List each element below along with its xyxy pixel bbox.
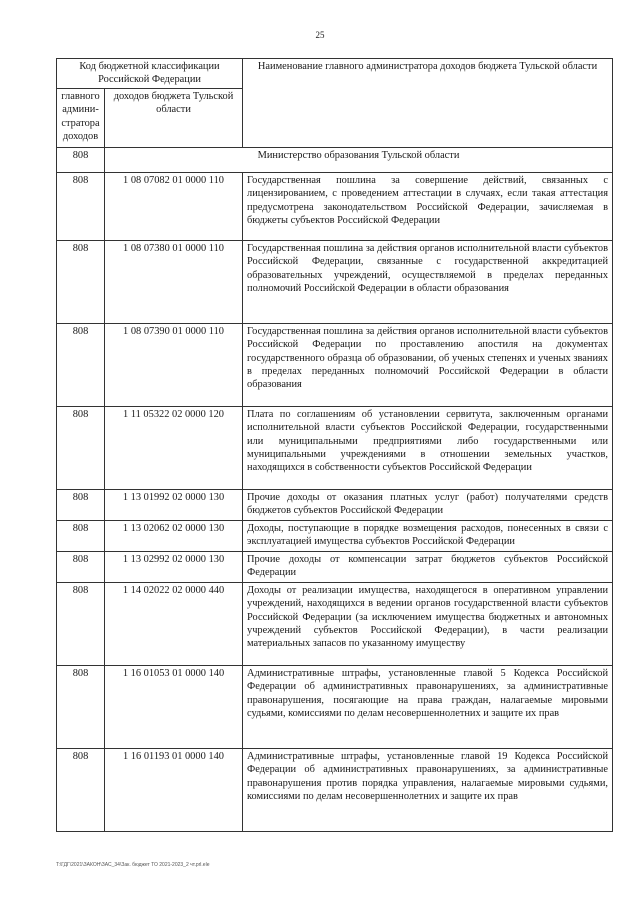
table-row (57, 323, 613, 406)
budget-code-cell: 1 08 07380 01 0000 110 (105, 240, 243, 323)
description-cell: Административные штрафы, установленные главой 5 Кодекса Российской Федерации об административных правонарушениях, за административные правонарушения, посягающие на права граждан, налагаемые мировыми судьями, комиссиями по делам несовершеннолетних и защите их прав (243, 665, 613, 748)
admin-code-cell: 808 (57, 551, 105, 582)
ministry-name: Министерство образования Тульской области (105, 147, 613, 172)
admin-column-header: главного админи-стратора доходов (57, 88, 105, 147)
admin-code-cell: 808 (57, 489, 105, 520)
name-column-header: Наименование главного администратора доходов бюджета Тульской области (243, 59, 613, 148)
table-row (57, 172, 613, 240)
admin-code-cell: 808 (57, 665, 105, 748)
admin-code-cell: 808 (57, 582, 105, 665)
table-row (57, 240, 613, 323)
description-cell: Административные штрафы, установленные главой 19 Кодекса Российской Федерации об административных правонарушениях, за административные правонарушения против порядка управления, налагаемые мировыми судьями, комиссиями по делам несовершеннолетних и защите их прав (243, 748, 613, 831)
budget-code-cell: 1 13 01992 02 0000 130 (105, 489, 243, 520)
table-row (57, 551, 613, 582)
table-row (57, 489, 613, 520)
admin-code-cell: 808 (57, 748, 105, 831)
ministry-admin-code: 808 (57, 147, 105, 172)
admin-code-cell: 808 (57, 323, 105, 406)
description-cell: Плата по соглашениям об установлении сервитута, заключенным органами исполнительной власти субъектов Российской Федерации, государственными или муниципальными предприятиями либо государственными или муниципальными учреждениями в отношении земельных участков, находящихся в собственности субъектов Российской Федерации (243, 406, 613, 489)
description-cell: Государственная пошлина за действия органов исполнительной власти субъектов Российской Федерации, связанные с государственной аккредитацией образовательных учреждений, осуществляемой в пределах переданных полномочий Российской Федерации в области образования (243, 240, 613, 323)
description-cell: Государственная пошлина за действия органов исполнительной власти субъектов Российской Федерации по проставлению апостиля на документах государственного образца об образовании, об ученых степенях и ученых званиях в пределах переданных полномочий Российской Федерации в области образования (243, 323, 613, 406)
revenue-administrators-table (56, 58, 613, 832)
description-cell: Доходы, поступающие в порядке возмещения расходов, понесенных в связи с эксплуатацией имущества субъектов Российской Федерации (243, 520, 613, 551)
budget-code-cell: 1 11 05322 02 0000 120 (105, 406, 243, 489)
table-row (57, 748, 613, 831)
budget-code-cell: 1 08 07390 01 0000 110 (105, 323, 243, 406)
admin-code-cell: 808 (57, 406, 105, 489)
description-cell: Доходы от реализации имущества, находящегося в оперативном управлении учреждений, находящихся в ведении органов государственной власти субъектов Российской Федерации (за исключением имущества бюджетных и автономных учреждений субъектов Российской Федерации), в части реализации материальных запасов по указанному имуществу (243, 582, 613, 665)
description-cell: Прочие доходы от компенсации затрат бюджетов субъектов Российской Федерации (243, 551, 613, 582)
table-header-row (57, 59, 613, 89)
table-row (57, 520, 613, 551)
description-cell: Прочие доходы от оказания платных услуг (работ) получателями средств бюджетов субъектов Российской Федерации (243, 489, 613, 520)
budget-code-cell: 1 16 01053 01 0000 140 (105, 665, 243, 748)
budget-code-cell: 1 16 01193 01 0000 140 (105, 748, 243, 831)
description-cell: Государственная пошлина за совершение действий, связанных с лицензированием, с проведением аттестации в случаях, если такая аттестация предусмотрена законодательством Российской Федерации, зачисляемая в бюджеты субъектов Российской Федерации (243, 172, 613, 240)
admin-code-cell: 808 (57, 240, 105, 323)
table-row (57, 406, 613, 489)
budget-code-cell: 1 14 02022 02 0000 440 (105, 582, 243, 665)
admin-code-cell: 808 (57, 520, 105, 551)
table-row (57, 582, 613, 665)
budget-code-cell: 1 08 07082 01 0000 110 (105, 172, 243, 240)
table-row (57, 665, 613, 748)
budget-code-cell: 1 13 02062 02 0000 130 (105, 520, 243, 551)
file-path-footer: T:\ГДГ\2021\ЗАКОН\ЗАС_34\Зак. бюджет ТО 2021-2023_2 чт.prl.ele (56, 862, 210, 868)
code-group-header: Код бюджетной классификации Российской Федерации (57, 59, 243, 89)
budget-code-cell: 1 13 02992 02 0000 130 (105, 551, 243, 582)
page-number: 25 (315, 30, 325, 40)
admin-code-cell: 808 (57, 172, 105, 240)
budget-column-header: доходов бюджета Тульской области (105, 88, 243, 147)
ministry-row (57, 147, 613, 172)
